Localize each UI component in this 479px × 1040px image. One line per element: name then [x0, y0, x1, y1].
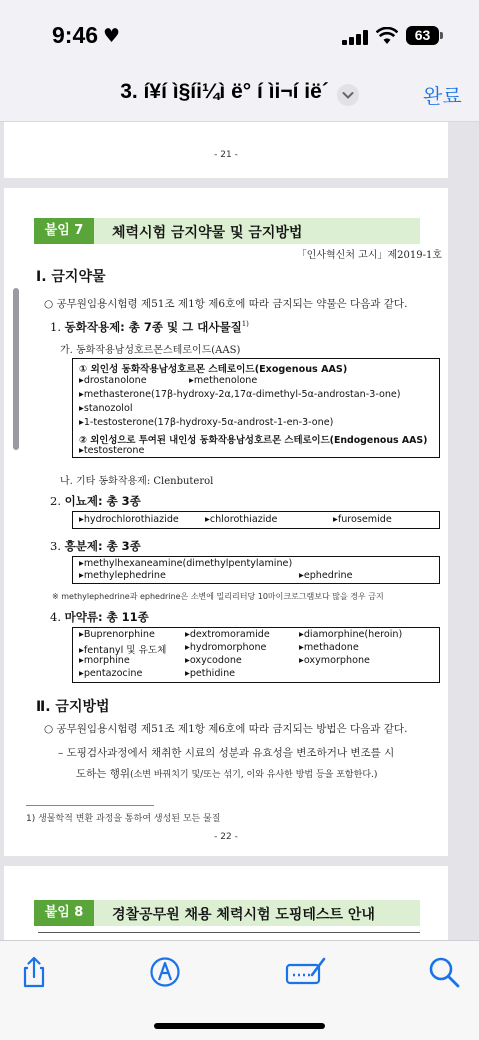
method-line: [76, 766, 377, 781]
item-number: 3.: [50, 539, 61, 553]
share-icon[interactable]: [17, 955, 51, 989]
chevron-down-icon: [337, 84, 359, 106]
title-menu-button[interactable]: [337, 84, 359, 106]
box-row: ▸fentanyl 및 유도체: [79, 645, 167, 656]
box-row: ▸dextromoramide: [185, 629, 270, 640]
box-row: ▸oxycodone: [185, 655, 242, 666]
box-row: ▸methenolone: [189, 375, 258, 386]
scrollbar[interactable]: [13, 288, 19, 450]
attachment-banner: [34, 900, 420, 926]
wifi-icon: [376, 27, 398, 45]
box-row: ▸1-testosterone(17β-hydroxy-5α-androst-1-en-3-one): [79, 417, 334, 428]
box-row: ▸Buprenorphine: [79, 629, 155, 640]
battery-icon: 63: [406, 26, 439, 45]
footnote-marker: 1): [241, 320, 249, 329]
done-button[interactable]: 완료: [423, 86, 462, 108]
box-row: ▸methadone: [299, 642, 359, 653]
cellular-signal-icon: [342, 30, 368, 45]
page-22: [4, 188, 448, 856]
attachment-badge: 붙임 8: [34, 900, 94, 926]
navigation-bar: [0, 72, 479, 122]
method-text: 도하는 행위: [76, 768, 131, 780]
attachment-badge: 붙임 7: [34, 218, 94, 244]
footnote: 1) 생물학적 변환 과정을 통하여 생성된 모든 물질: [26, 814, 221, 824]
box-row: ▸furosemide: [333, 514, 392, 525]
page-21: [4, 122, 448, 178]
search-icon[interactable]: [427, 955, 461, 989]
box-row: ▸drostanolone: [79, 375, 147, 386]
footnote-divider: [26, 805, 154, 806]
box-row: ▸methasterone(17β-hydroxy-2α,17α-dimethyl-5α-androstan-3-one): [79, 389, 401, 400]
box-row: ▸pentazocine: [79, 668, 143, 679]
section-intro: ○ 공무원임용시험령 제51조 제1항 제6호에 따라 금지되는 약물은 다음과 같다.: [44, 298, 408, 310]
box-row: ▸chlorothiazide: [205, 514, 278, 525]
drug-box-narcotics: [72, 627, 440, 683]
item-heading-3: [50, 538, 141, 554]
item-number: 4.: [50, 610, 61, 624]
item-number: 1.: [50, 320, 61, 334]
box-row: ▸ephedrine: [299, 570, 353, 581]
box-row: ▸morphine: [79, 655, 130, 666]
method-line: – 도핑검사과정에서 채취한 시료의 성분과 유효성을 변조하거나 변조를 시: [58, 747, 395, 759]
status-bar: [0, 0, 479, 72]
box-row: ▸testosterone: [79, 445, 145, 456]
item-title: 이뇨제: 총 3종: [64, 494, 141, 508]
box-row: ▸diamorphine(heroin): [299, 629, 403, 640]
item-title: 동화작용제: 총 7종 및 그 대사물질: [64, 320, 242, 334]
home-indicator[interactable]: [154, 1023, 325, 1029]
document-viewer[interactable]: [0, 122, 479, 940]
page-23: [4, 866, 448, 940]
stimulant-note: ※ methylephedrine과 ephedrine은 소변에 밀리리터당 10마이크로그램보다 많을 경우 금지: [52, 592, 384, 601]
item-heading-4: [50, 609, 149, 625]
page-number: - 21 -: [214, 150, 238, 160]
method-detail: (소변 바꿔치기 및/또는 섞기, 이와 유사한 방법 등을 포함한다.): [130, 770, 378, 780]
box-row: ▸oxymorphone: [299, 655, 370, 666]
drug-box-diuretics: [72, 511, 440, 529]
item-heading-1: [50, 319, 249, 335]
box-row: ▸methylhexaneamine(dimethylpentylamine): [79, 558, 293, 569]
drug-box-stimulants: [72, 556, 440, 584]
clock: 9:46: [52, 22, 99, 48]
section-heading: Ⅱ. 금지방법: [36, 699, 110, 715]
section-intro: ○ 공무원임용시험령 제51조 제1항 제6호에 따라 금지되는 방법은 다음과 같다.: [44, 723, 408, 735]
battery-tip: [440, 32, 443, 39]
box-row: ① 외인성 동화작용남성호르몬 스테로이드(Exogenous AAS): [79, 364, 348, 375]
item-heading-2: [50, 493, 141, 509]
box-row: ▸hydromorphone: [185, 642, 267, 653]
box-row: ▸hydrochlorothiazide: [79, 514, 179, 525]
attachment-banner: [34, 218, 420, 244]
subitem-heading: 나. 기타 동화작용제: Clenbuterol: [60, 476, 214, 487]
box-row: ▸methylephedrine: [79, 570, 166, 581]
item-title: 흥분제: 총 3종: [64, 539, 141, 553]
box-row: ▸stanozolol: [79, 403, 133, 414]
box-row: ② 외인성으로 투여된 내인성 동화작용남성호르몬 스테로이드(Endogenous AAS): [79, 435, 428, 446]
attachment-title: 경찰공무원 채용 체력시험 도핑테스트 안내: [112, 907, 375, 923]
markup-icon[interactable]: [148, 955, 182, 989]
attachment-title: 체력시험 금지약물 및 금지방법: [112, 225, 303, 241]
notice-reference: 「인사혁신처 고시」제2019-1호: [296, 250, 442, 261]
section-heading: Ⅰ. 금지약물: [36, 269, 106, 285]
page-number: - 22 -: [214, 832, 238, 842]
document-title[interactable]: 3. í¥í ì§íi¼ì ë° í ìi¬í ië´: [120, 80, 329, 103]
subitem-heading: 가. 동화작용남성호르몬스테로이드(AAS): [60, 345, 241, 356]
box-row: ▸pethidine: [185, 668, 236, 679]
item-title: 마약류: 총 11종: [64, 610, 149, 624]
table-border: [38, 932, 420, 933]
drug-box-aas: [72, 358, 440, 458]
form-fill-icon[interactable]: [285, 955, 327, 989]
item-number: 2.: [50, 494, 61, 508]
heart-icon: ♥: [103, 25, 121, 47]
